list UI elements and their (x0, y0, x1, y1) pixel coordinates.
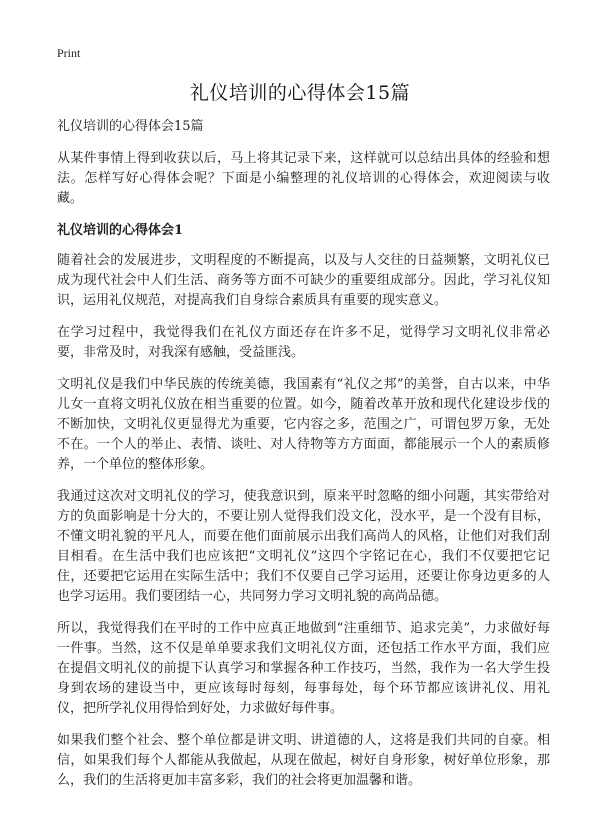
body-paragraph: 在学习过程中，我觉得我们在礼仪方面还存在许多不足，觉得学习文明礼仪非常必要，非常及时，对我深有感触，受益匪浅。 (57, 325, 550, 360)
document-body (57, 117, 550, 803)
section-heading: 礼仪培训的心得体会1 (57, 223, 184, 238)
body-paragraph: 随着社会的发展进步，文明程度的不断提高，以及与人交往的日益频繁，文明礼仪已成为现代社会中人们生活、商务等方面不可缺少的重要组成部分。因此，学习礼仪知识，运用礼仪规范，对提高我们自身综合素质具有重要的现实意义。 (57, 253, 550, 308)
print-link[interactable]: Print (57, 46, 81, 60)
intro-paragraph: 从某件事情上得到收获以后，马上将其记录下来，这样就可以总结出具体的经验和想法。怎样写好心得体会呢？下面是小编整理的礼仪培训的心得体会，欢迎阅读与收藏。 (57, 151, 550, 206)
body-paragraph: 文明礼仪是我们中华民族的传统美德，我国素有“礼仪之邦”的美誉，自古以来，中华儿女一直将文明礼仪放在相当重要的位置。如今，随着改革开放和现代化建设步伐的不断加快，文明礼仪更显得尤为重要，它内容之多，范围之广，可谓包罗万象，无处不在。一个人的举止、表情、谈吐、对人待物等方方面面，都能展示一个人的素质修养，一个单位的整体形象。 (57, 377, 550, 472)
body-paragraph: 我通过这次对文明礼仪的学习，使我意识到，原来平时忽略的细小问题，其实带给对方的负面影响是十分大的，不要让别人觉得我们没文化，没水平，是一个没有目标，不懂文明礼貌的平凡人，而要在他们面前展示出我们高尚人的风格，让他们对我们刮目相看。在生活中我们也应该把“文明礼仪”这四个字铭记在心，我们不仅要把它记住，还要把它运用在实际生活中；我们不仅要自己学习运用，还要让你身边更多的人也学习运用。我们要团结一心，共同努力学习文明礼貌的高尚品德。 (57, 489, 550, 604)
body-paragraph: 如果我们整个社会、整个单位都是讲文明、讲道德的人，这将是我们共同的自豪。相信，如果我们每个人都能从我做起，从现在做起，树好自身形象，树好单位形象，那么，我们的生活将更加丰富多彩，我们的社会将更加温馨和谐。 (57, 733, 550, 788)
page-title: 礼仪培训的心得体会15篇 (189, 82, 411, 104)
body-paragraph: 所以，我觉得我们在平时的工作中应真正地做到“注重细节、追求完美”，力求做好每一件事。当然，这不仅是单单要求我们文明礼仪方面，还包括工作水平方面，我们应在提倡文明礼仪的前提下认真学习和掌握各种工作技巧，当然，我作为一名大学生投身到农场的建设当中，更应该每时每刻，每事每处，每个环节都应该讲礼仪、用礼仪，把所学礼仪用得恰到好处，力求做好每件事。 (57, 621, 550, 716)
document-subtitle: 礼仪培训的心得体会15篇 (57, 119, 204, 134)
